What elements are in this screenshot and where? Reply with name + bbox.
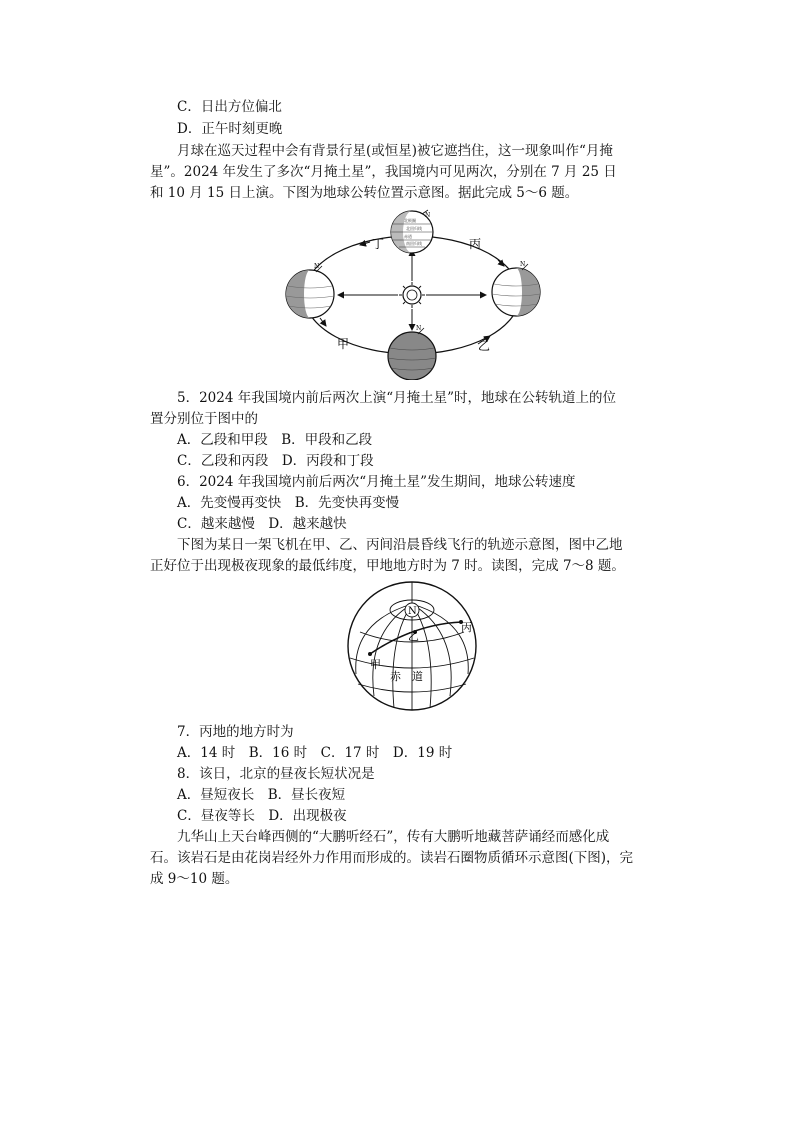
segment-label-jia: 甲 [337,337,350,351]
intro-paragraph-line-1: 月球在巡天过程中会有背景行星(或恒星)被它遮挡住，这一现象叫作“月掩 [177,143,613,159]
segment-label-ding: 丁 [372,237,385,251]
earth-orbit-diagram [280,208,542,380]
question-6-options-ab: A．先变慢再变快 B．先变快再变慢 [177,495,400,511]
svg-text:N: N [425,212,431,219]
svg-text:N: N [314,263,320,270]
question-7-8-intro-line-2: 正好位于出现极夜现象的最低纬度，甲地地方时为 7 时。读图，完成 7～8 题。 [150,558,625,574]
question-5-stem-line-2: 置分别位于图中的 [150,411,258,427]
question-9-10-intro-line-1: 九华山上天台峰西侧的“大鹏听经石”，传有大鹏听地藏菩萨诵经而感化成 [177,829,610,845]
intro-paragraph-line-3: 和 10 月 15 日上演。下图为地球公转位置示意图。据此完成 5～6 题。 [150,185,579,201]
option-d-noon: D．正午时刻更晚 [177,121,283,137]
question-5-options-cd: C．乙段和丙段 D．丙段和丁段 [177,453,374,469]
segment-label-bing: 丙 [469,237,482,251]
question-6-options-cd: C．越来越慢 D．越来越快 [177,516,347,532]
svg-text:北回归线: 北回归线 [406,226,422,231]
question-9-10-intro-line-3: 成 9～10 题。 [150,871,239,887]
question-8-stem: 8．该日，北京的昼夜长短状况是 [177,766,375,782]
question-8-options-cd: C．昼夜等长 D．出现极夜 [177,808,347,824]
segment-label-yi: 乙 [478,339,491,353]
globe-terminator-diagram [344,580,480,712]
question-7-options: A．14 时 B．16 时 C．17 时 D．19 时 [177,745,453,761]
question-9-10-intro-line-2: 石。该岩石是由花岗岩经外力作用而形成的。读岩石圈物质循环示意图(下图)，完 [150,850,634,866]
question-6-stem: 6．2024 年我国境内前后两次“月掩土星”发生期间，地球公转速度 [177,474,576,490]
earth-top [391,210,433,253]
svg-text:赤道: 赤道 [404,234,412,239]
sun-icon [399,282,425,308]
question-7-8-intro-line-1: 下图为某日一架飞机在甲、乙、丙间沿晨昏线飞行的轨迹示意图，图中乙地 [177,537,623,553]
question-5-stem-line-1: 5．2024 年我国境内前后两次上演“月掩土星”时，地球在公转轨道上的位 [177,390,617,406]
svg-text:北极圈: 北极圈 [404,218,416,223]
point-label-bing: 丙 [461,621,472,634]
point-label-yi: 乙 [408,630,419,643]
equator-label: 赤 道 [390,670,423,683]
svg-text:N: N [416,325,422,332]
earth-left [286,263,334,318]
question-7-stem: 7．丙地的地方时为 [177,724,294,740]
earth-right [492,261,540,316]
north-pole-label: N [408,606,417,617]
point-label-jia: 甲 [370,658,381,671]
svg-text:南回归线: 南回归线 [406,241,422,246]
option-c-sunrise: C．日出方位偏北 [177,99,282,115]
question-5-options-ab: A．乙段和甲段 B．甲段和乙段 [177,432,373,448]
earth-bottom [388,325,436,380]
svg-text:N: N [520,261,526,268]
question-8-options-ab: A．昼短夜长 B．昼长夜短 [177,787,346,803]
orbit-arrow-jia [320,318,326,326]
intro-paragraph-line-2: 星”。2024 年发生了多次“月掩土星”，我国境内可见两次，分别在 7 月 25 日 [150,164,617,180]
